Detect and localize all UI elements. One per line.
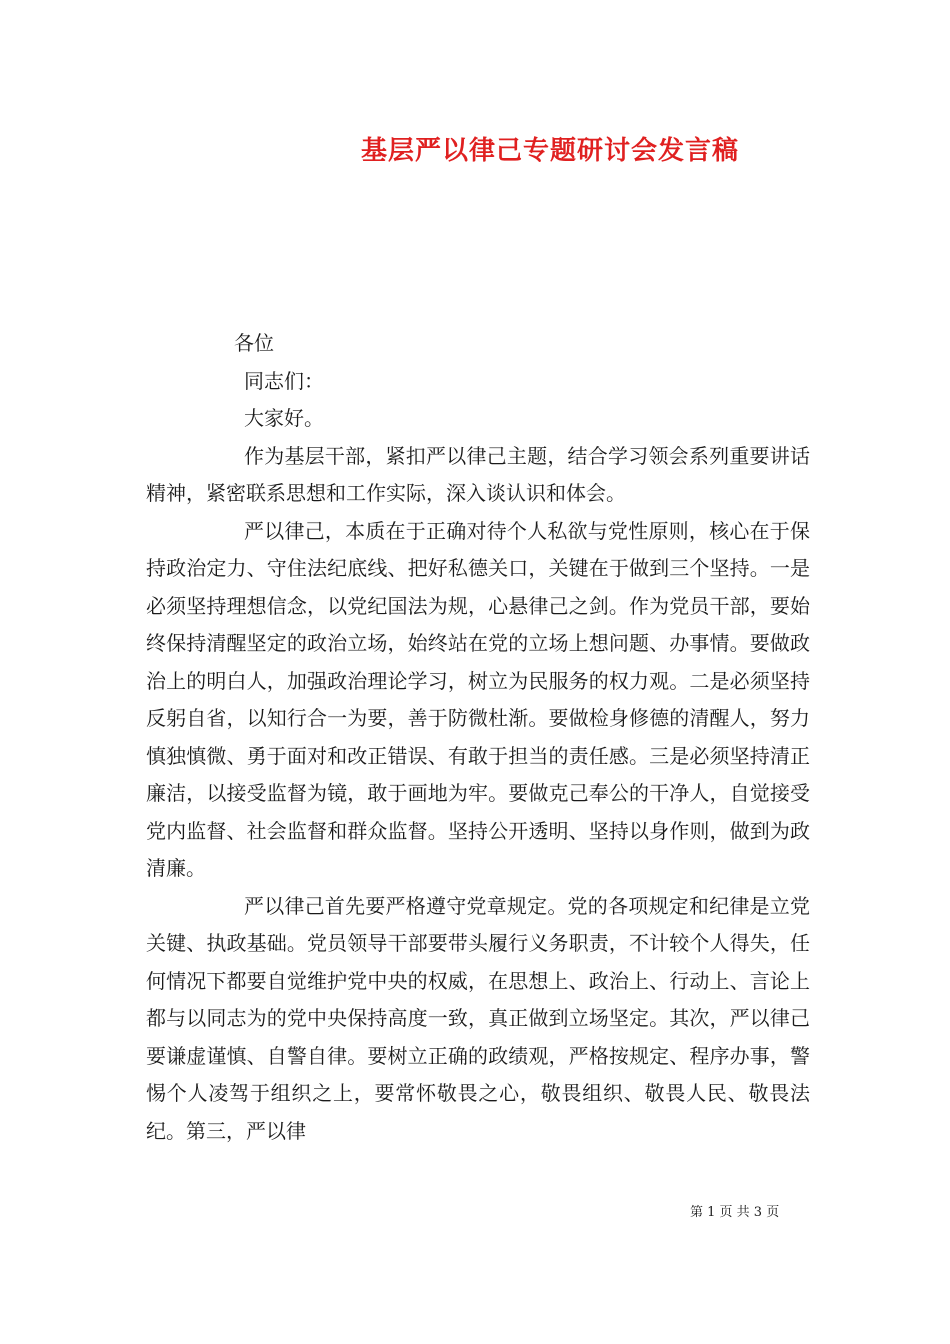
greeting-line: 同志们：	[244, 368, 324, 393]
body-paragraph: 作为基层干部，紧扣严以律己主题，结合学习领会系列重要讲话精神，紧密联系思想和工作实际，深入谈认识和体会。	[146, 443, 810, 505]
document-body	[146, 325, 810, 1150]
greeting-line: 大家好。	[244, 406, 324, 430]
document-title: 基层严以律己专题研讨会发言稿	[360, 136, 739, 166]
body-paragraph: 严以律己首先要严格遵守党章规定。党的各项规定和纪律是立党关键、执政基础。党员领导干部要带头履行义务职责，不计较个人得失，任何情况下都要自觉维护党中央的权威，在思想上、政治上、行动上、言论上都与以同志为的党中央保持高度一致，真正做到立场坚定。其次，严以律己要谦虚谨慎、自警自律。要树立正确的政绩观，严格按规定、程序办事，警惕个人凌驾于组织之上，要常怀敬畏之心，敬畏组织、敬畏人民、敬畏法纪。第三，严以律	[146, 893, 810, 1143]
body-paragraph: 严以律己，本质在于正确对待个人私欲与党性原则，核心在于保持政治定力、守住法纪底线、把好私德关口，关键在于做到三个坚持。一是必须坚持理想信念，以党纪国法为规，心悬律己之剑。作为党员干部，要始终保持清醒坚定的政治立场，始终站在党的立场上想问题、办事情。要做政治上的明白人，加强政治理论学习，树立为民服务的权力观。二是必须坚持反躬自省，以知行合一为要，善于防微杜渐。要做检身修德的清醒人，努力慎独慎微、勇于面对和改正错误、有敢于担当的责任感。三是必须坚持清正廉洁，以接受监督为镜，敢于画地为牢。要做克己奉公的干净人，自觉接受党内监督、社会监督和群众监督。坚持公开透明、坚持以身作则，做到为政清廉。	[146, 518, 810, 880]
greeting-line: 各位	[234, 331, 274, 355]
page-number-footer: 第 1 页 共 3 页	[690, 1205, 780, 1220]
